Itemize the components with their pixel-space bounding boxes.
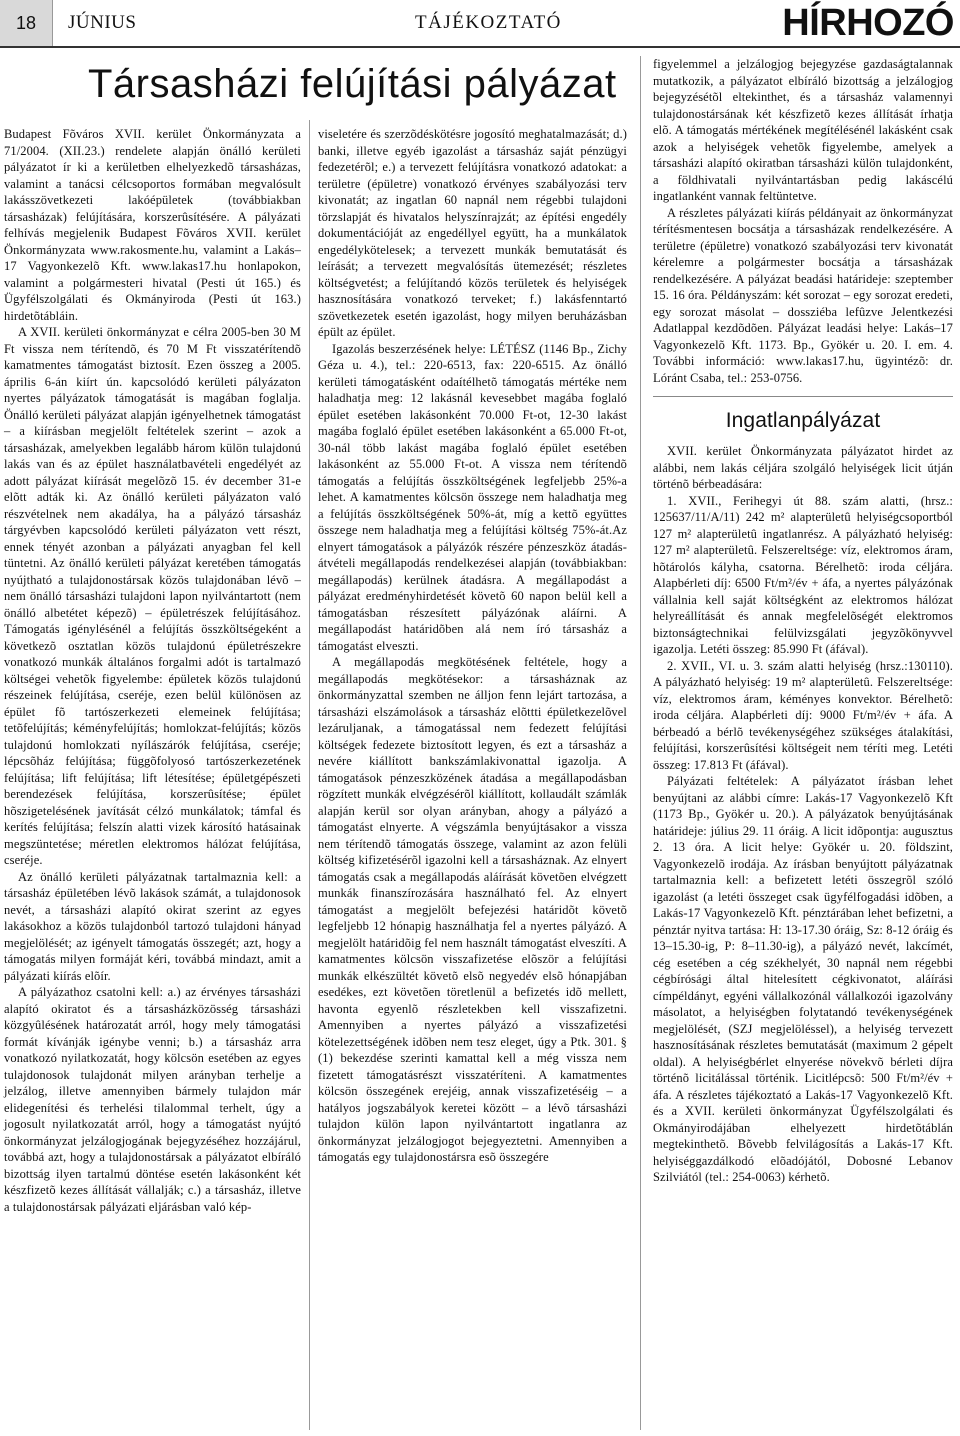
column-divider — [309, 120, 310, 1430]
paragraph: Igazolás beszerzésének helye: LÉTÉSZ (1146 Bp., Zichy Géza u. 4.), tel.: 220-6513, fax: 220-6515. Az önálló kerületi támogatásként odaítélhetõ támogatás mértéke nem haladhatja meg: 12 lakásnál kevesebbet magába foglaló épület esetében lakásonként 70.000 Ft-ot, 12-30 lakást magába foglaló épület esetében lakásonként a 65.000 Ft-ot, 30-nál több lakást magába foglaló épület esetében lakásonként az 55.000 Ft-ot. A vissza nem térítendõ támogatás a felújítás összköltségének legfeljebb 25%-a lehet. A kamatmentes kölcsön összege nem haladhatja meg a felújítás összköltségének 50%-át, míg a kettõ együttes összege nem haladhatja meg a felújítási költség 75%-át.Az elnyert támogatások a pályázók részére pénzeszköz átadás-átvételi megállapodás rendelkezései alapján (továbbiakban: megállapodás) kerülnek átadásra. A megállapodást a pályázat eredményhirdetését követõ 60 napon belül kell a támogatásban részesített pályázónak aláírni. A megállapodást határidõben alá nem író társasház a támogatást elveszti. — [318, 341, 627, 653]
paragraph: viseletére és szerzõdéskötésre jogosító meghatalmazását; d.) banki, illetve egyéb igazolást a társasház saját pénzügyi fedezetérõl; e.) a tervezett felújításra vonatkozó adatokat: a területre (épületre) vonatkozó érvényes szabályozási terv kivonatát; az ingatlan 60 napnál nem régebbi tulajdoni törzslapját és hivatalos helyszínrajzát; az építési engedély dokumentációját az engedéllyel együtt, ha a munkálatok engedélykötelesek; a tervezett munkák bemutatását és leírását; a tervezett megvalósítás ütemezését; részletes költségvetést; a felújítandó közös területek és helyiségek hasznosítására vonatkozó terveket; f.) lakásfenntartó szövetkezetek esetén igazolást, hogy milyen beruházásban épült az épület. — [318, 127, 627, 339]
newspaper-logo: HÍRHOZÓ — [782, 2, 954, 44]
section-divider — [653, 396, 953, 397]
paragraph: Az önálló kerületi pályázatnak tartalmaznia kell: a társasház épületében lévõ lakások számát, a tulajdonosok nevét, a társasházi alapító okirat szerint az egyes lakásokhoz a közös tulajdonból tartozó tulajdoni hányad megjelölését; az igényelt támogatás összegét; azt, hogy a támogatás milyen formáját kéri, továbbá mindazt, amit a pályázati kiírás elõír. — [4, 869, 301, 983]
article-column-1 — [4, 126, 301, 1215]
paragraph: 1. XVII., Ferihegyi út 88. szám alatti, (hrsz.: 125637/11/A/11) 242 m² alapterületû helyiségcsoportból 127 m² alapterületû ingatlanrész. A pályázható helyiség: 127 m² alapterületû. Felszereltsége: víz, elektromos áram, hõtárolós kályha, csatorna. Bérelhetõ: iroda céljára. Alapbérleti díj: 6500 Ft/m²/év + áfa, a nyertes pályázónak vállalnia kell saját költségként az elektromos hálózat helyreállítását és annak megfelelõségét elektromos biztonságtechnikai felülvizsgálati jegyzõkönyvvel igazolja. Letéti összeg: 85.990 Ft (áfával). — [653, 493, 953, 656]
paragraph: A XVII. kerületi önkormányzat e célra 2005-ben 30 M Ft vissza nem térítendõ, és 70 M Ft visszatérítendõ kamatmentes támogatást biztosít. Ezen összeg a 2005. április 6-án kiírt ún. kapcsolódó kerületi pályázaton nyertes pályázatok támogatását is magában foglalja. Önálló kerületi pályázat alapján igényelhetnek támogatást – a kiírásban megjelölt feltételek szerint – azok a társasházak, amelyekben legalább három külön tulajdonú lakás van és az épület használatbavételi engedélyét az adott pályázat kiírását megelõzõ 15. év december 31-e elõtt adták ki. Az önálló kerületi pályázaton való részvételnek nem akadálya, ha a pályázó társasház tárgyévben kapcsolódó kerületi pályázaton vett részt, ennek tényét azonban a pályázati anyagban fel kell tüntetni. Az önálló kerületi pályázat keretében támogatás nyújtható a tulajdonostársak közös tulajdonában lévõ – nem önálló társasházi tulajdoni lapon nyilvántartott (nem önálló albetétet képezõ) – épületrészek felújításához. Támogatás igénylésénél a felújítás összköltségeként a következõ osztatlan közös tulajdonú épületrészekre vonatkozó munkák általános forgalmi adót is tartalmazó költségei vehetõk figyelembe: épületek közös tulajdonú részeinek felújítása, cseréje, ezen belül különösen az épület fõ tartószerkezeti elemeinek felújítása; tetõfelújítás; kéményfelújítás; homlokzat-felújítás; közös tulajdonú homlokzati nyílászárók felújítása, cseréje; lépcsõház felújítása; függõfolyosó tartószerkezetének felújítása; lift felújítása; lift létesítése; épületgépészeti berendezések felújítása, korszerûsítése; épület hõszigetelésének javítását célzó munkálatok; támfal és kerítés felújítása; felszín alatti vizek károsító hatásainak megszüntetése; méretlen elektromos hálózat felújítása, cseréje. — [4, 325, 301, 867]
article-column-2 — [318, 126, 627, 1166]
article-column-3 — [653, 56, 953, 1186]
section-title: TÁJÉKOZTATÓ — [415, 12, 562, 33]
paragraph: 2. XVII., VI. u. 3. szám alatti helyiség (hrsz.:130110). A pályázható helyiség: 19 m² alapterületû. Felszereltsége: víz, elektromos áram, kéményes konvektor. Bérelhetõ: iroda céljára. Alapbérleti díj: 9000 Ft/m²/év + áfa. A bérbeadó a bérlõ tevékenységéhez szükséges átalakítási, felújítási, korszerûsítési költségeit nem téríti meg. Letéti összeg: 17.813 Ft (áfával). — [653, 658, 953, 772]
subarticle-title: Ingatlanpályázat — [725, 409, 881, 432]
paragraph: A részletes pályázati kiírás példányait az önkormányzat térítésmentesen bocsátja a társasházak rendelkezésére. A területre (épületre) vonatkozó szabályozási terv kivonatát kérelemre a polgármester bocsátja a társasházak rendelkezésére. A pályázat beadási határideje: szeptember 15. 16 óra. Példányszám: két sorozat – egy sorozat eredeti, egy sorozat másolat – dossziéba lefûzve Jelentkezési Adatlappal kezdõdõen. Pályázat leadási helye: Lakás–17 Vagyonkezelõ Kft. 1173. Bp., Gyökér u. 20. I. em. 4. További információ: www.lakas17.hu, ügyintézõ: dr. Lóránt Csaba, tel.: 253-0756. — [653, 205, 953, 385]
paragraph: XVII. kerület Önkormányzata pályázatot hirdet az alábbi, nem lakás céljára szolgáló helyiségek licit útján történõ bérbeadására: — [653, 444, 953, 491]
paragraph: figyelemmel a jelzálogjog bejegyzése gazdaságtalannak mutatkozik, a pályázatot elbíráló bizottság a jelzálogjog bejegyzésétõl eltekinthet, és a társasház valamennyi tulajdonostársának két készfizetõ kezes állítását írhatja elõ. A támogatás mértékének megítélésénél lakásként csak azok a helyiségek vehetõk figyelembe, amelyek a társasházi alapító okiratban társasházi külön tulajdonként, a földhivatali nyilvántartásban pedig lakáscélú ingatlanként vannak feltüntetve. — [653, 57, 953, 203]
article-title: Társasházi felújítási pályázat — [88, 62, 617, 106]
column-divider — [640, 56, 641, 1430]
paragraph: A pályázathoz csatolni kell: a.) az érvényes társasházi alapító okiratot és a társasházközösség társasházi közgyûlésének határozatát arról, hogy mely támogatási formát kívánják igénybe venni; b.) a társasház arra vonatkozó nyilatkozatát, hogy kölcsön esetében az egyes tulajdonosok tulajdonát milyen arányban terhelje a jelzálog, illetve amennyiben bármely tulajdon már elidegenítési és terhelési tilalommal terhelt, úgy a jogosult nyilatkozatát arról, hogy a támogatást nyújtó önkormányzat jelzálogjogának bejegyzéséhez hozzájárul, továbbá azt, hogy a tulajdonostársak a pályázatot elbíráló bizottság ilyen tartalmú döntése esetén lakásonként két készfizetõ kezes állítását vállalják; c.) a társasház, illetve a tulajdonostársak pályázati eljárásban való kép- — [4, 985, 301, 1214]
issue-month: JÚNIUS — [68, 12, 137, 33]
header-rule — [0, 46, 960, 48]
paragraph: Pályázati feltételek: A pályázatot írásban lehet benyújtani az alábbi címre: Lakás-17 Vagyonkezelõ Kft (1173 Bp., Gyökér u. 20.). A pályázatok benyújtásának határideje: július 29. 11 óráig. A licit idõpontja: augusztus 2. 13 óra. A licit helye: Gyökér u. 20. földszint, Vagyonkezelõ irodája. Az írásban benyújtott pályázatnak tartalmaznia kell: a befizetett letéti összegrõl szóló igazolást (a letéti összeget csak ügyfélfogadási idõben, a Lakás-17 Vagyonkezelõ Kft. pénztárában lehet befizetni, a pénztár nyitva tartása: H: 13-17.30 óráig, Sz: 8-12 óráig és 13–15.30-ig, P: 8–11.30-ig), a pályázó nevét, lakcímét, cég esetében a cég székhelyét, 30 napnál nem régebbi cégbírósági által hitelesített cégkivonatot, aláírási címpéldányt, egyéni vállalkozónál vállalkozói igazolvány másolatot, a helyiségben folytatandó tevékenységének megjelölését, (SZJ megjelöléssel), a helyiség tervezett hasznosításának részletes bemutatását (maximum 2 gépelt oldal). A helyiségbérlet elnyerése növekvõ bérleti díjra történõ licitálással történik. Licitlépcsõ: 500 Ft/m²/év + áfa. A részletes tájékoztató a Lakás-17 Vagyonkezelõ Kft. és a XVII. kerületi önkormányzat Ügyfélszolgálati és Okmányirodájában elhelyezett hirdetõtáblán megtekinthetõ. Bõvebb felvilágosítás a Lakás-17 Kft. helyiséggazdálkodó elõadójától, Dobosné Lebanov Szilviától (tel.: 254-0063) kérhetõ. — [653, 774, 953, 1184]
paragraph: Budapest Fõváros XVII. kerület Önkormányzata a 71/2004. (XII.23.) rendelete alapján önálló kerületi pályázatot ír ki a kerületben elhelyezkedõ társasházas, valamint a tanácsi célcsoportos formában megvalósult lakásszövetkezeti lakóépületek (továbbiakban társasházak) felújítására, korszerûsítésére. A pályázati felhívás megjelenik Budapest Fõváros XVII. kerület Önkormányzata www.rakosmente.hu, valamint a Lakás–17 Vagyonkezelõ Kft. www.lakas17.hu honlapokon, valamint a polgármesteri hivatal (Pesti út 165.) és Ügyfélszolgálati és Okmányiroda (Pesti út 163.) hirdetõtábláin. — [4, 127, 301, 323]
page-number: 18 — [0, 0, 53, 46]
paragraph: A megállapodás megkötésének feltétele, hogy a megállapodás megkötésekor: a társasháznak az önkormányzattal szemben ne álljon fenn lejárt tartozása, a társasházi elszámolások a társasház elõttti épületkezelõvel lezárulјanak, a támogatással nem fedezett felújítási költségek fedezete biztosított legyen, és ezt a társasház a nevére kiállított bankszámlakivonattal igazolja. A támogatások pénzeszközének átadása a megállapodásban rögzített munkák elvégzésérõl kiállított, kollaudált számlák alapján kerül sor olyan arányban, ahogy a pályázó a támogatást elnyerte. A végszámla benyújtásakor a vissza nem térítendõ támogatás összege, valamint az azon felüli költség kifizetésérõl igazolni kell a társasháznak. Az elnyert támogatás csak a megállapodás aláírását követõen elvégzett munkák finanszírozására használható fel. Az elnyert támogatást a megjelölt befejezési határidõt követõ legfeljebb 12 hónapig használhatja fel a nyertes pályázó. A megjelölt határidõig fel nem használt támogatást elveszíti. A kamatmentes kölcsön visszafizetése elõször a felújítási munkák elkészültét követõ elsõ negyedév elsõ hónapjában esedékes, ezt követõen töretlenül a befizetés idõ mellett, havonta egyenlõ részletekben kell visszafizetni. Amennyiben a nyertes pályázó a visszafizetési kötelezettségének idõben nem tesz eleget, úgy a Ptk. 301. § (1) bekezdése szerinti kamattal kell a még vissza nem fizetett támogatásrészt visszatéríteni. A kamatmentes kölcsön összegének erejéig, annak visszafizetéséig – a hatályos jogszabályok keretei között – a lévõ társasházi tulajdon külön lapon nyilvántartott ingatlanra az önkormányzat jelzálogjogot bejegyeztetni. Amennyiben a támogatás egy tulajdonostársra esõ összegére — [318, 655, 627, 1164]
